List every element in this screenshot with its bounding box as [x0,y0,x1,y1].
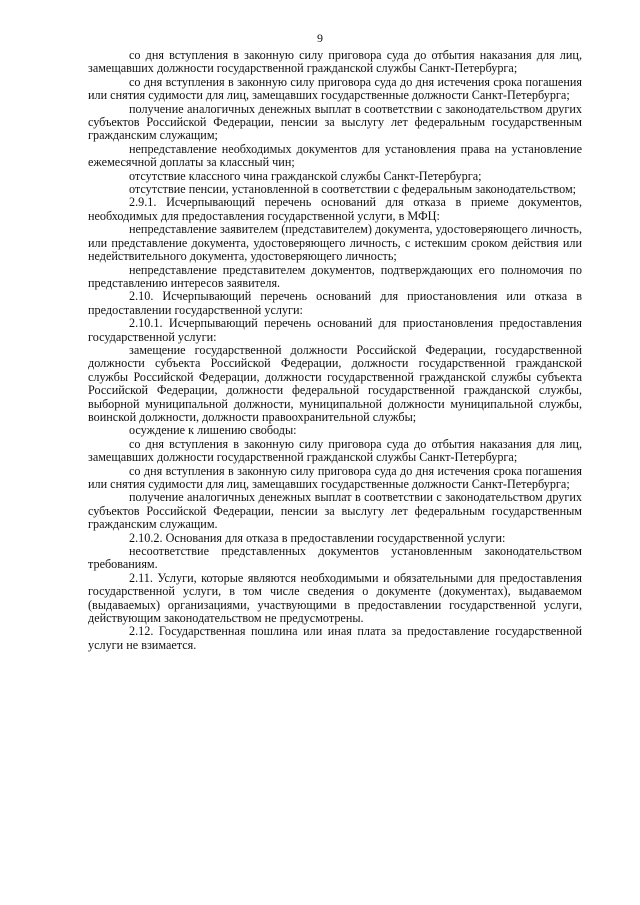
page-number: 9 [317,31,323,45]
paragraph: непредставление представителем документов, подтверждающих его полномочия по представлению интересов заявителя. [88,262,582,290]
paragraph: со дня вступления в законную силу приговора суда до отбытия наказания для лиц, замещавших должности государственной гражданской службы Санкт-Петербурга; [88,436,582,465]
paragraph: несоответствие представленных документов установленным законодательством требованиям. [88,544,582,572]
paragraph: со дня вступления в законную силу приговора суда до дня истечения срока погашения или снятия судимости для лиц, замещавших государственные должности Санкт-Петербурга; [88,74,582,103]
section-paragraph-2-10: 2.10. Исчерпывающий перечень оснований для приостановления или отказа в предоставлении государственной услуги: [88,289,582,317]
paragraph: осуждение к лишению свободы: [129,423,297,438]
section-paragraph-2-12: 2.12. Государственная пошлина или иная плата за предоставление государственной услуги не взимается. [88,624,582,652]
paragraph: отсутствие классного чина гражданской службы Санкт-Петербурга; [129,168,482,183]
paragraph: со дня вступления в законную силу приговора суда до отбытия наказания для лиц, замещавших должности государственной гражданской службы Санкт-Петербурга; [88,48,582,76]
paragraph: со дня вступления в законную силу приговора суда до дня истечения срока погашения или снятия судимости для лиц, замещавших государственные должности Санкт-Петербурга; [88,463,582,491]
paragraph: получение аналогичных денежных выплат в соответствии с законодательством других субъектов Российской Федерации, пенсии за выслугу лет федеральным государственным гражданским служащим; [88,101,582,143]
document-body [88,49,582,652]
paragraph: непредставление необходимых документов для установления права на установление ежемесячной доплаты за классный чин; [88,141,582,170]
paragraph: непредставление заявителем (представителем) документа, удостоверяющего личность, или представление документа, удостоверяющего личность, с истекшим сроком действия или недействительного документа, удостоверяющего личность; [88,222,582,264]
paragraph: получение аналогичных денежных выплат в соответствии с законодательством других субъектов Российской Федерации, пенсии за выслугу лет федеральным государственным гражданским служащим. [88,490,582,532]
paragraph: замещение государственной должности Российской Федерации, государственной должности субъекта Российской Федерации, должности государственной гражданской службы Российской Федерации, должности государственной гражданской службы субъекта Российской Федерации, должности федеральной государственной гражданской службы, выборной муниципальной должности, муниципальной должности муниципальной службы, воинской должности, должности правоохранительной службы; [88,342,582,424]
section-paragraph-2-11: 2.11. Услуги, которые являются необходимыми и обязательными для предоставления государственной услуги, в том числе сведения о документе (документах), выдаваемом (выдаваемых) организациями, участвующими в предоставлении государственной услуги, действующим законодательством не предусмотрены. [88,570,582,626]
paragraph: отсутствие пенсии, установленной в соответствии с федеральным законодательством; [129,182,577,197]
section-paragraph-2-10-2: 2.10.2. Основания для отказа в предоставлении государственной услуги: [129,530,506,545]
section-paragraph-2-9-1: 2.9.1. Исчерпывающий перечень оснований для отказа в приеме документов, необходимых для предоставления государственной услуги, в МФЦ: [88,195,582,223]
section-paragraph-2-10-1: 2.10.1. Исчерпывающий перечень оснований для приостановления предоставления государственной услуги: [88,316,582,344]
